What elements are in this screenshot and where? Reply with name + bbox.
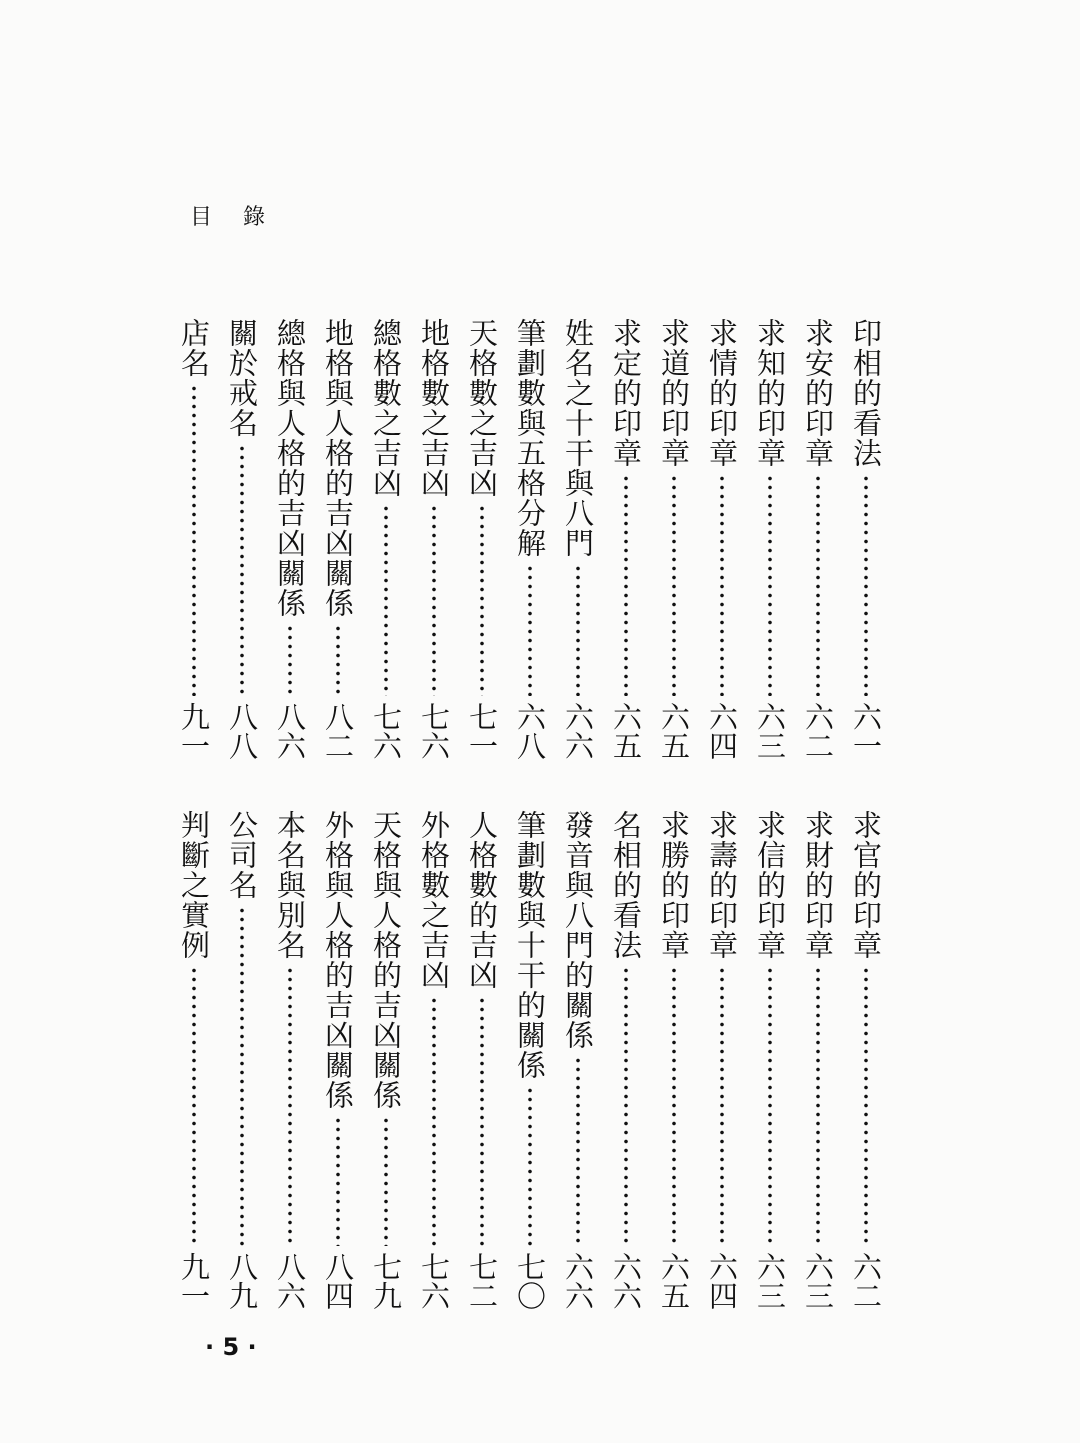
dotted-leader xyxy=(528,564,532,696)
toc-entry-page: 六五 xyxy=(657,702,691,760)
toc-entry xyxy=(170,318,218,760)
toc-entry-page: 六一 xyxy=(849,702,883,760)
toc-entry xyxy=(458,318,506,760)
dotted-leader xyxy=(480,996,484,1246)
toc-entry-title: 求情的印章 xyxy=(705,318,739,468)
toc-entry xyxy=(554,318,602,760)
toc-entry-title: 本名與別名 xyxy=(273,810,307,960)
dotted-leader xyxy=(288,624,292,696)
toc-entry-page: 九一 xyxy=(177,1252,211,1310)
toc-entry xyxy=(314,810,362,1310)
dotted-leader xyxy=(192,966,196,1246)
toc-entry-page: 六四 xyxy=(705,1252,739,1310)
toc-entry-title: 求信的印章 xyxy=(753,810,787,960)
toc-entry-page: 六五 xyxy=(609,702,643,760)
toc-entry-page: 八八 xyxy=(225,702,259,760)
toc-entry-title: 姓名之十干與八門 xyxy=(561,318,595,558)
toc-entry xyxy=(266,810,314,1310)
toc-entry-page: 八四 xyxy=(321,1252,355,1310)
toc-entry-page: 六六 xyxy=(561,702,595,760)
toc-entry xyxy=(506,318,554,760)
dotted-leader xyxy=(768,474,772,696)
toc-entry-title: 天格與人格的吉凶關係 xyxy=(369,810,403,1110)
dotted-leader xyxy=(336,624,340,696)
toc-entry-title: 外格與人格的吉凶關係 xyxy=(321,810,355,1110)
toc-entry-title: 求知的印章 xyxy=(753,318,787,468)
page-title: 目 錄 xyxy=(190,205,277,230)
dotted-leader xyxy=(528,1086,532,1246)
toc-entry-title: 公司名 xyxy=(225,810,259,900)
toc-entry-title: 總格數之吉凶 xyxy=(369,318,403,498)
dotted-leader xyxy=(864,474,868,696)
toc-entry-page: 七六 xyxy=(417,702,451,760)
toc-entry-page: 七二 xyxy=(465,1252,499,1310)
toc-entry-title: 印相的看法 xyxy=(849,318,883,468)
toc-entry-page: 六五 xyxy=(657,1252,691,1310)
toc-entry-page: 七六 xyxy=(417,1252,451,1310)
dotted-leader xyxy=(576,564,580,696)
toc-entry-page: 六四 xyxy=(705,702,739,760)
toc-entry xyxy=(842,810,890,1310)
toc-entry-page: 七一 xyxy=(465,702,499,760)
toc-entry xyxy=(602,318,650,760)
toc-entry-page: 六三 xyxy=(801,1252,835,1310)
dotted-leader xyxy=(384,504,388,696)
toc-entry-title: 求壽的印章 xyxy=(705,810,739,960)
dotted-leader xyxy=(576,1056,580,1246)
dotted-leader xyxy=(480,504,484,696)
toc-entry-page: 六三 xyxy=(753,702,787,760)
dotted-leader xyxy=(624,474,628,696)
toc-entry-title: 判斷之實例 xyxy=(177,810,211,960)
toc-entry-page: 六六 xyxy=(609,1252,643,1310)
dotted-leader xyxy=(432,996,436,1246)
toc-section-bottom xyxy=(170,810,890,1310)
toc-entry-title: 發音與八門的關係 xyxy=(561,810,595,1050)
toc-entry-title: 求安的印章 xyxy=(801,318,835,468)
toc-entry-title: 店名 xyxy=(177,318,211,378)
toc-entry-page: 六二 xyxy=(801,702,835,760)
toc-entry-title: 筆劃數與五格分解 xyxy=(513,318,547,558)
toc-entry xyxy=(218,810,266,1310)
toc-entry-title: 關於戒名 xyxy=(225,318,259,438)
dotted-leader xyxy=(816,474,820,696)
toc-entry-title: 地格數之吉凶 xyxy=(417,318,451,498)
toc-entry-page: 九一 xyxy=(177,702,211,760)
dotted-leader xyxy=(432,504,436,696)
dotted-leader xyxy=(816,966,820,1246)
toc-entry xyxy=(746,318,794,760)
toc-entry-title: 求官的印章 xyxy=(849,810,883,960)
toc-entry xyxy=(266,318,314,760)
toc-entry-title: 求定的印章 xyxy=(609,318,643,468)
toc-entry xyxy=(362,810,410,1310)
toc-entry xyxy=(698,810,746,1310)
toc-entry xyxy=(794,810,842,1310)
toc-entry-title: 求財的印章 xyxy=(801,810,835,960)
toc-entry-page: 六二 xyxy=(849,1252,883,1310)
toc-entry-title: 地格與人格的吉凶關係 xyxy=(321,318,355,618)
toc-entry-page: 八九 xyxy=(225,1252,259,1310)
dotted-leader xyxy=(768,966,772,1246)
dotted-leader xyxy=(288,966,292,1246)
dotted-leader xyxy=(240,444,244,696)
toc-entry xyxy=(698,318,746,760)
toc-entry xyxy=(602,810,650,1310)
dotted-leader xyxy=(192,384,196,696)
dotted-leader xyxy=(336,1116,340,1246)
dotted-leader xyxy=(720,474,724,696)
toc-entry xyxy=(458,810,506,1310)
dotted-leader xyxy=(720,966,724,1246)
toc-entry-title: 人格數的吉凶 xyxy=(465,810,499,990)
dotted-leader xyxy=(672,474,676,696)
toc-entry-page: 七〇 xyxy=(513,1252,547,1310)
toc-entry xyxy=(506,810,554,1310)
toc-entry xyxy=(746,810,794,1310)
toc-entry xyxy=(170,810,218,1310)
toc-entry-page: 七六 xyxy=(369,702,403,760)
toc-entry xyxy=(842,318,890,760)
toc-entry-title: 外格數之吉凶 xyxy=(417,810,451,990)
toc-section-top xyxy=(170,318,890,760)
dotted-leader xyxy=(624,966,628,1246)
toc-entry-page: 六六 xyxy=(561,1252,595,1310)
toc-entry xyxy=(314,318,362,760)
toc-entry-title: 筆劃數與十干的關係 xyxy=(513,810,547,1080)
toc-entry-page: 七九 xyxy=(369,1252,403,1310)
toc-entry-page: 六三 xyxy=(753,1252,787,1310)
toc-entry-page: 八二 xyxy=(321,702,355,760)
toc-entry-title: 總格與人格的吉凶關係 xyxy=(273,318,307,618)
dotted-leader xyxy=(864,966,868,1246)
toc-entry xyxy=(362,318,410,760)
dotted-leader xyxy=(672,966,676,1246)
toc-entry-title: 名相的看法 xyxy=(609,810,643,960)
toc-entry-page: 六八 xyxy=(513,702,547,760)
toc-entry-page: 八六 xyxy=(273,702,307,760)
toc-entry-title: 求道的印章 xyxy=(657,318,691,468)
toc-entry xyxy=(794,318,842,760)
toc-entry xyxy=(410,810,458,1310)
toc-entry xyxy=(650,810,698,1310)
dotted-leader xyxy=(240,906,244,1246)
toc-entry xyxy=(218,318,266,760)
toc-entry xyxy=(410,318,458,760)
toc-entry-title: 求勝的印章 xyxy=(657,810,691,960)
toc-entry-page: 八六 xyxy=(273,1252,307,1310)
toc-entry xyxy=(650,318,698,760)
toc-entry xyxy=(554,810,602,1310)
page-number: · 5 · xyxy=(205,1333,257,1361)
toc-entry-title: 天格數之吉凶 xyxy=(465,318,499,498)
dotted-leader xyxy=(384,1116,388,1246)
